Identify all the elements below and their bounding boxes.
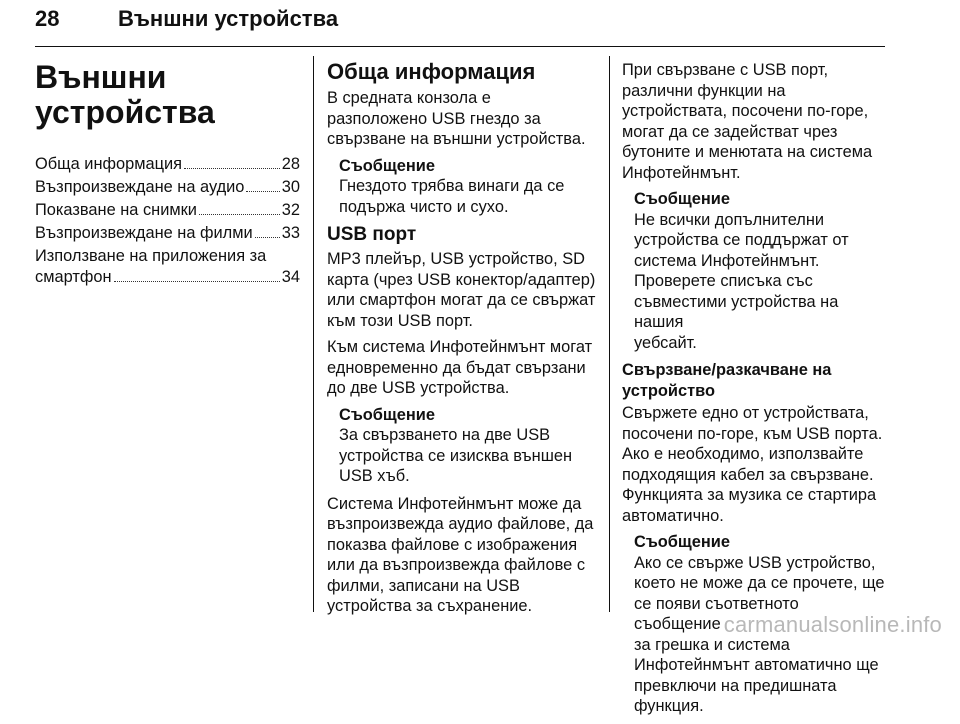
- toc-item[interactable]: Възпроизвеждане на филми 33: [35, 224, 300, 242]
- note-title: Съобщение: [339, 156, 435, 175]
- page-header: [35, 4, 885, 47]
- running-title: Външни устройства: [118, 6, 339, 31]
- note-title: Съобщение: [634, 533, 730, 551]
- table-of-contents: [35, 154, 300, 287]
- toc-item[interactable]: Показване на снимки 32: [35, 201, 300, 219]
- section-heading: Обща информация: [327, 59, 536, 84]
- column-divider-2: [609, 56, 610, 612]
- toc-item[interactable]: Възпроизвеждане на аудио 30: [35, 178, 300, 196]
- paragraph: При свързване с USB порт, различни функции на устройствата, посочени по-горе, могат да се задействат чрез бутоните и менютата на система Инфотейнмънт.: [622, 61, 873, 182]
- page-number: 28: [35, 6, 60, 31]
- note-title: Съобщение: [339, 405, 435, 424]
- chapter-title: Външни устройства: [35, 59, 215, 130]
- column-1: [35, 60, 300, 287]
- paragraph: В средната конзола е разположено USB гнездо за свързване на външни устройства.: [327, 89, 586, 148]
- paragraph: Система Инфотейнмънт може да възпроизвежда аудио файлове, да показва файлове с изображения или да възпроизвежда файлове с филми, записани на USB устройства за съхранение.: [327, 494, 594, 615]
- paragraph: Към система Инфотейнмънт могат едновременно да бъдат свързани до две USB устройства.: [327, 338, 593, 397]
- column-divider-1: [313, 56, 314, 612]
- subsection-heading: Свързване/разкачване на устройство: [622, 361, 832, 400]
- paragraph: Свържете едно от устройствата, посочени по-горе, към USB порта. Ако е необходимо, използвайте подходящия кабел за свързване. Функцията за музика се стартира автоматично.: [622, 404, 883, 525]
- paragraph: MP3 плейър, USB устройство, SD карта (чрез USB конектор/адаптер) или смартфон могат да се свържат към този USB порт.: [327, 250, 596, 330]
- note: Съобщение Ако се свърже USB устройство, което не може да се прочете, ще се появи съответното съобщение за грешка и система Инфотейнмънт автоматично ще превключи на предишната функция.: [634, 533, 885, 715]
- subsection-heading: USB порт: [327, 224, 417, 245]
- watermark: carmanualsonline.info: [723, 612, 942, 637]
- column-2: [327, 60, 605, 623]
- note: Съобщение Гнездото трябва винаги да се подържа чисто и сухо.: [339, 156, 605, 218]
- note: Съобщение Не всички допълнителни устройства се поддържат от система Инфотейнмънт. Проверете списъка със съвместими устройства на нашия уебсайт.: [634, 189, 886, 353]
- toc-item[interactable]: Използване на приложения за смартфон 34: [35, 247, 300, 286]
- note-title: Съобщение: [634, 190, 730, 208]
- note: Съобщение За свързването на две USB устройства се изисква външен USB хъб.: [339, 405, 605, 487]
- toc-item[interactable]: Обща информация 28: [35, 155, 300, 173]
